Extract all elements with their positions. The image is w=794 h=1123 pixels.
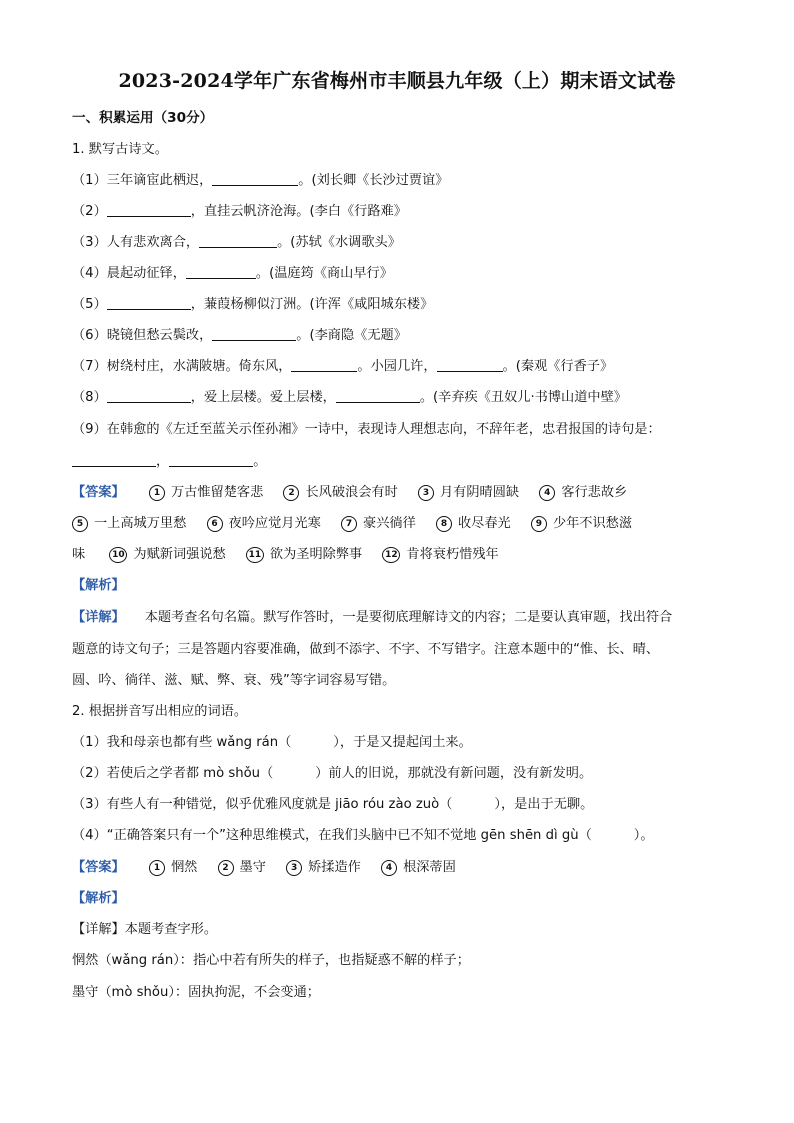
answer-item (341, 514, 416, 534)
q2-item-3 (72, 795, 593, 815)
detail-line-1 (72, 608, 672, 628)
answer-item (218, 858, 266, 878)
answer-item (539, 483, 627, 503)
answer-item (286, 858, 361, 878)
answer-item (531, 514, 632, 534)
answer-label: 【答案】 (72, 485, 125, 500)
q1-item-source: 。(刘长卿《长沙过贾谊》 (298, 173, 449, 188)
q1-item-1 (72, 171, 448, 191)
answer-item (246, 545, 362, 565)
q1-item-text: （4）晨起动征铎， (72, 266, 186, 281)
detail-label: 【详解】 (72, 610, 125, 625)
q1-item-text: （6）晓镜但愁云鬓改， (72, 328, 213, 343)
answer-blank (199, 233, 277, 248)
q1-item-2 (72, 202, 407, 222)
answer-number: 10 (109, 547, 127, 563)
answer-text: 一上高城万里愁 (94, 516, 187, 531)
answer-blank (107, 202, 191, 217)
answer-text: 豪兴徜徉 (363, 516, 416, 531)
answer-item (382, 545, 498, 565)
answer-number: 1 (149, 485, 165, 501)
answer-blank (291, 357, 357, 372)
answer-item (72, 514, 186, 534)
q2-item-text: ），是出于无聊。 (494, 797, 594, 812)
q1-item-source: 。(温庭筠《商山早行》 (255, 266, 393, 281)
q1-answers-row-3 (72, 545, 515, 565)
detail-line-3: 圆、吟、徜徉、滋、赋、弊、衰、残”等字词容易写错。 (72, 673, 396, 688)
q1-item-text: （2） (72, 204, 107, 219)
q2-answers (72, 858, 472, 878)
q1-item-text: （7）树绕村庄，水满陂塘。倚东风， (72, 359, 292, 374)
answer-number: 6 (207, 516, 223, 532)
answer-continuation: 味 (72, 547, 86, 562)
q1-item-text: （3）人有悲欢离合， (72, 235, 200, 250)
answer-blank (169, 452, 253, 467)
answer-item (207, 514, 321, 534)
answer-text: 肯将衰朽惜残年 (406, 547, 499, 562)
answer-text: 少年不识愁滋 (552, 516, 633, 531)
answer-blank (107, 295, 191, 310)
answer-number: 3 (418, 485, 434, 501)
answer-number: 2 (283, 485, 299, 501)
q1-item-6 (72, 326, 407, 346)
q2-item-text: （1）我和母亲也都有些 wǎng rán（ (72, 735, 292, 750)
q1-item-source: 。(秦观《行香子》 (502, 359, 614, 374)
q1-item-3 (72, 233, 401, 253)
blank-separator: ， (156, 454, 170, 469)
q2-detail: 【详解】本题考查字形。 (72, 922, 218, 937)
q1-item-9-blanks (72, 452, 266, 472)
answer-number: 12 (382, 547, 400, 563)
answer-text: 月有阴晴圆缺 (439, 485, 520, 500)
answer-number: 1 (149, 860, 165, 876)
answer-item (149, 483, 263, 503)
q2-item-2 (72, 764, 592, 784)
answer-item (381, 858, 456, 878)
q1-item-4 (72, 264, 393, 284)
q1-item-source: 。(辛弃疾《丑奴儿·书博山道中壁》 (419, 390, 627, 405)
answer-number: 8 (436, 516, 452, 532)
answer-number: 2 (218, 860, 234, 876)
q1-item-5 (72, 295, 433, 315)
answer-text: 万古惟留楚客悲 (170, 485, 264, 500)
gloss-line-1: 惘然（wǎng rán）：指心中若有所失的样子，也指疑惑不解的样子； (72, 953, 470, 968)
q2-item-text: （2）若使后之学者都 mò shǒu（ (72, 766, 274, 781)
answer-blank (336, 388, 420, 403)
q2-item-text: （3）有些人有一种错觉，似乎优雅风度就是 jiāo róu zào zuò（ (72, 797, 453, 812)
q1-item-text: ，爱上层楼。爱上层楼， (190, 390, 336, 405)
answer-number: 3 (286, 860, 302, 876)
analysis-label: 【解析】 (72, 891, 125, 906)
answer-text: 收尽春光 (457, 516, 511, 531)
answer-text: 客行悲故乡 (561, 485, 628, 500)
q2-item-text: （4）“正确答案只有一个”这种思维模式，在我们头脑中已不知不觉地 gēn shēn dì gù（ (72, 828, 592, 843)
analysis-label: 【解析】 (72, 578, 125, 593)
answer-blank (212, 326, 296, 341)
answer-label: 【答案】 (72, 860, 125, 875)
q1-item-source: ，蒹葭杨柳似汀洲。(许浑《咸阳城东楼》 (190, 297, 434, 312)
answer-item (436, 514, 511, 534)
answer-number: 11 (246, 547, 264, 563)
answer-item (418, 483, 519, 503)
answer-text: 墨守 (239, 860, 266, 875)
q1-item-7 (72, 357, 613, 377)
q1-item-source: 。(李商隐《无题》 (296, 328, 407, 343)
answer-blank (186, 264, 256, 279)
q1-item-text: （8） (72, 390, 107, 405)
answer-blank (437, 357, 503, 372)
answer-item (283, 483, 397, 503)
blank-end: 。 (253, 454, 267, 469)
q1-answers-row-2 (72, 514, 632, 534)
answer-text: 惘然 (170, 860, 198, 875)
q1-item-source: 。(苏轼《水调歌头》 (277, 235, 401, 250)
answer-text: 为赋新词强说愁 (133, 547, 226, 562)
answer-blank (72, 452, 156, 467)
answer-text: 欲为圣明除弊事 (269, 547, 363, 562)
q2-item-text: ）前人的旧说，那就没有新问题，没有新发明。 (315, 766, 593, 781)
answer-text: 矫揉造作 (308, 860, 361, 875)
detail-line-2: 题意的诗文句子；三是答题内容要准确，做到不添字、不字、不写错字。注意本题中的“惟、长、晴、 (72, 642, 660, 657)
q1-item-source: ，直挂云帆济沧海。(李白《行路难》 (190, 204, 407, 219)
answer-item (109, 545, 225, 565)
q1-item-9: （9）在韩愈的《左迁至蓝关示侄孙湘》一诗中，表现诗人理想志向，不辞年老，忠君报国的诗句是： (72, 422, 661, 437)
answer-text: 根深蒂固 (403, 860, 456, 875)
section-heading: 一、积累运用（30分） (72, 110, 214, 126)
q1-item-text: （1）三年谪宦此栖迟， (72, 173, 213, 188)
q1-item-text: （5） (72, 297, 107, 312)
q1-item-8 (72, 388, 627, 408)
answer-blank (107, 388, 191, 403)
detail-text: 本题考查名句名篇。默写作答时，一是要彻底理解诗文的内容；二是要认真审题，找出符合 (144, 610, 673, 625)
q2-item-4 (72, 826, 654, 846)
q2-item-text: ）。 (633, 828, 654, 843)
answer-text: 夜吟应觉月光寒 (228, 516, 321, 531)
answer-number: 7 (341, 516, 357, 532)
q1-answers-row-1 (72, 483, 643, 503)
answer-number: 4 (539, 485, 555, 501)
answer-number: 5 (72, 516, 88, 532)
question-1-stem: 1. 默写古诗文。 (72, 142, 168, 157)
gloss-line-2: 墨守（mò shǒu）：固执拘泥，不会变通； (72, 985, 320, 1000)
q1-item-text: 。小园几许， (357, 359, 437, 374)
answer-blank (212, 171, 298, 186)
q2-item-text: ），于是又提起闰土来。 (333, 735, 472, 750)
question-2-stem: 2. 根据拼音写出相应的词语。 (72, 704, 248, 719)
q2-item-1 (72, 733, 472, 753)
answer-number: 9 (531, 516, 547, 532)
answer-text: 长风破浪会有时 (305, 485, 398, 500)
answer-item (149, 858, 197, 878)
page-title: 2023-2024学年广东省梅州市丰顺县九年级（上）期末语文试卷 (118, 70, 676, 92)
answer-number: 4 (381, 860, 397, 876)
